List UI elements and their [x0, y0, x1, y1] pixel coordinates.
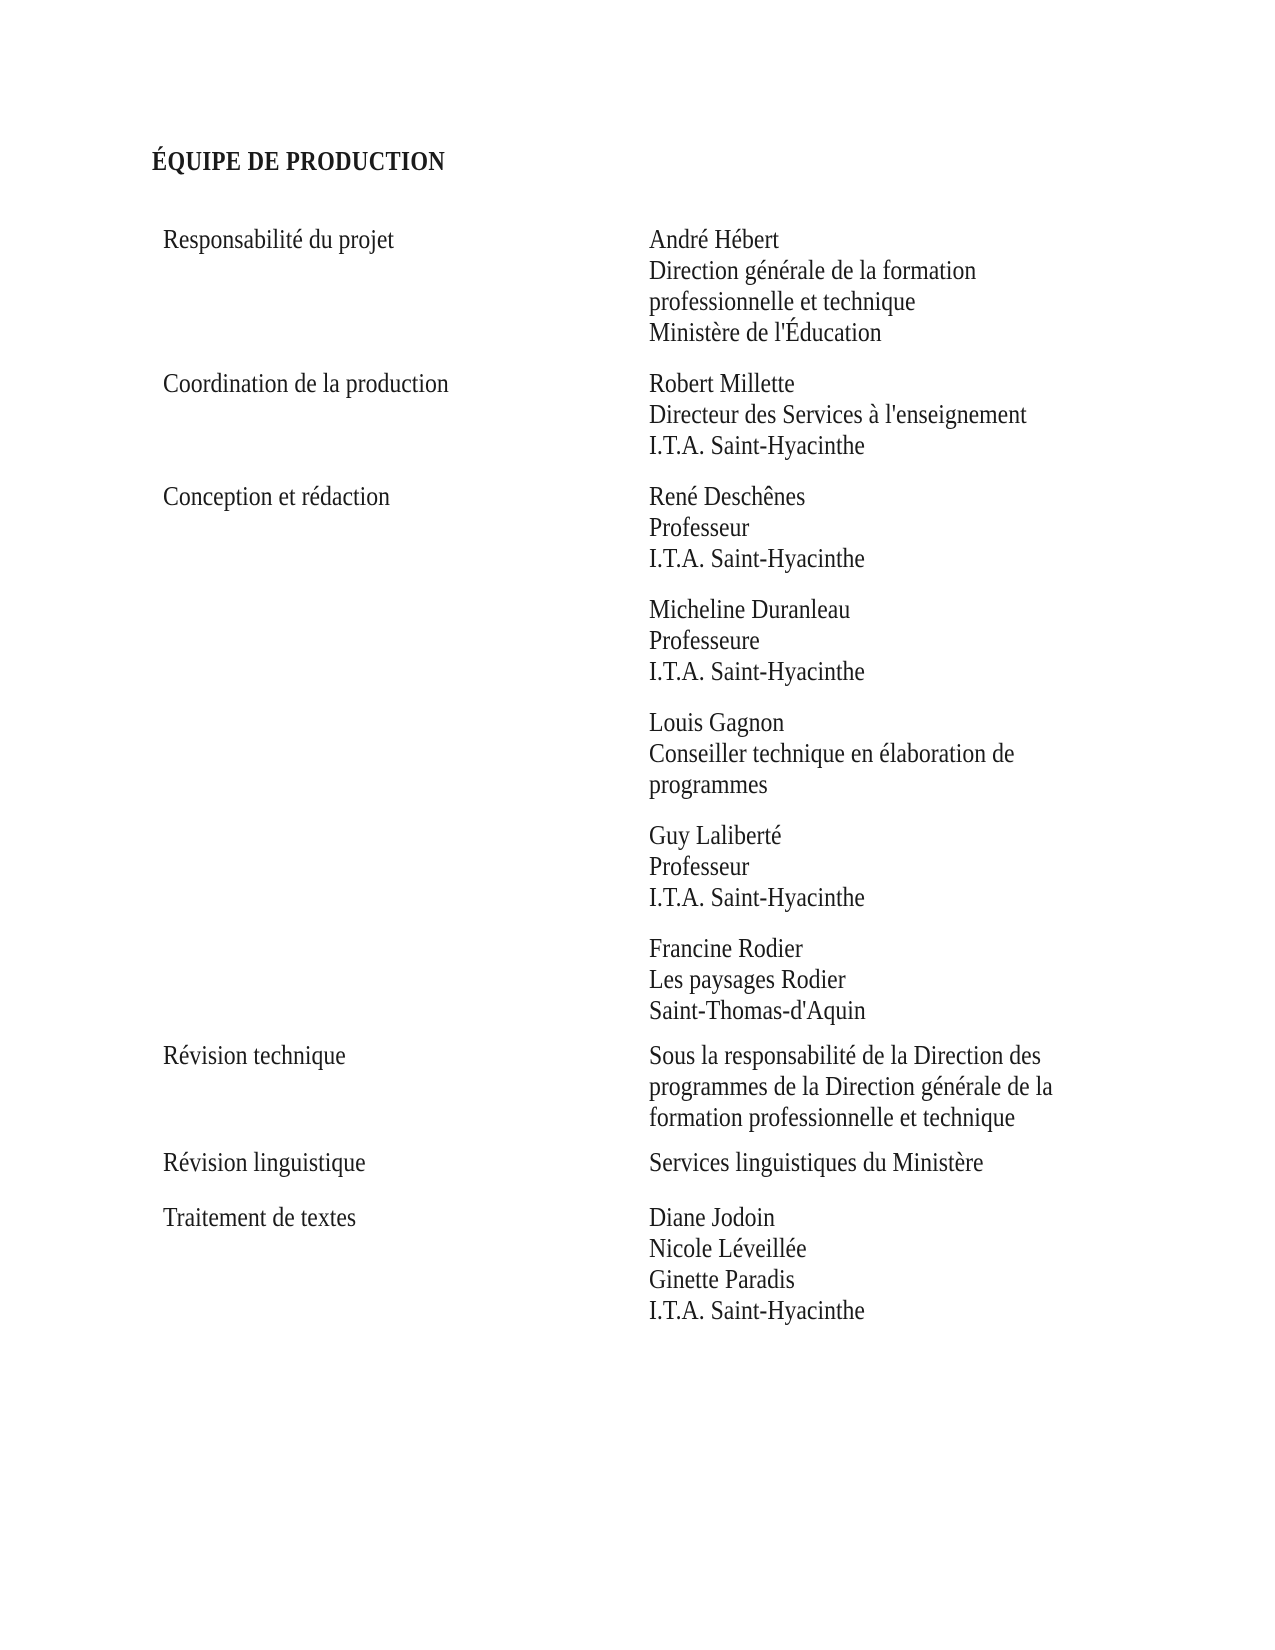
- credit-line: programmes: [649, 769, 768, 799]
- credit-entry: [649, 707, 1235, 800]
- role-label: Révision linguistique: [163, 1147, 366, 1177]
- credit-line: André Hébert: [649, 224, 779, 254]
- credit-line: Ginette Paradis: [649, 1264, 795, 1294]
- role-label: Traitement de textes: [163, 1202, 357, 1232]
- role-label-cell: [152, 1147, 649, 1178]
- credit-entry: [649, 368, 1235, 461]
- credit-line: Diane Jodoin: [649, 1202, 776, 1232]
- production-row: [152, 1202, 1235, 1326]
- role-label-cell: [152, 224, 649, 255]
- credit-line: René Deschênes: [649, 481, 806, 511]
- credit-entry: [649, 594, 1235, 687]
- credit-line: Saint-Thomas-d'Aquin: [649, 995, 866, 1025]
- credit-entry: [649, 1040, 1235, 1133]
- credit-line: programmes de la Direction générale de la: [649, 1071, 1053, 1101]
- production-row: [152, 368, 1235, 461]
- role-label-cell: [152, 368, 649, 399]
- role-label-cell: [152, 1202, 649, 1233]
- credit-entry: [649, 933, 1235, 1026]
- credit-entry: [649, 1147, 1235, 1178]
- credit-cell: [649, 1040, 1235, 1133]
- credit-cell: [649, 1147, 1235, 1178]
- role-label: Conception et rédaction: [163, 481, 390, 511]
- credit-line: Ministère de l'Éducation: [649, 317, 882, 347]
- credit-entry: [649, 820, 1235, 913]
- credit-line: Robert Millette: [649, 368, 795, 398]
- credit-line: I.T.A. Saint-Hyacinthe: [649, 543, 865, 573]
- production-row: [152, 481, 1235, 1026]
- credit-line: Conseiller technique en élaboration de: [649, 738, 1015, 768]
- credit-line: I.T.A. Saint-Hyacinthe: [649, 882, 865, 912]
- credit-line: Francine Rodier: [649, 933, 803, 963]
- credit-line: I.T.A. Saint-Hyacinthe: [649, 656, 865, 686]
- credit-line: Louis Gagnon: [649, 707, 785, 737]
- credit-line: I.T.A. Saint-Hyacinthe: [649, 430, 865, 460]
- credit-entry: [649, 1202, 1235, 1326]
- credit-line: Guy Laliberté: [649, 820, 782, 850]
- role-label: Responsabilité du projet: [163, 224, 394, 254]
- credit-cell: [649, 224, 1235, 348]
- credit-line: Professeur: [649, 512, 750, 542]
- production-row: [152, 1040, 1235, 1133]
- credit-line: Services linguistiques du Ministère: [649, 1147, 984, 1177]
- credit-line: Directeur des Services à l'enseignement: [649, 399, 1027, 429]
- credit-entry: [649, 481, 1235, 574]
- role-label-cell: [152, 481, 649, 512]
- credit-line: Direction générale de la formation: [649, 255, 977, 285]
- credit-line: Professeure: [649, 625, 760, 655]
- production-team-list: [152, 224, 1235, 1326]
- credit-line: Nicole Léveillée: [649, 1233, 807, 1263]
- role-label: Révision technique: [163, 1040, 346, 1070]
- page-title: ÉQUIPE DE PRODUCTION: [152, 146, 446, 176]
- credit-line: I.T.A. Saint-Hyacinthe: [649, 1295, 865, 1325]
- role-label-cell: [152, 1040, 649, 1071]
- credit-line: Les paysages Rodier: [649, 964, 846, 994]
- credit-cell: [649, 481, 1235, 1026]
- credit-line: Professeur: [649, 851, 750, 881]
- credit-line: formation professionnelle et technique: [649, 1102, 1016, 1132]
- credit-line: Micheline Duranleau: [649, 594, 851, 624]
- role-label: Coordination de la production: [163, 368, 449, 398]
- production-row: [152, 224, 1235, 348]
- credit-cell: [649, 368, 1235, 461]
- credit-entry: [649, 224, 1235, 348]
- credit-line: professionnelle et technique: [649, 286, 916, 316]
- credit-cell: [649, 1202, 1235, 1326]
- credit-line: Sous la responsabilité de la Direction des: [649, 1040, 1041, 1070]
- production-row: [152, 1147, 1235, 1178]
